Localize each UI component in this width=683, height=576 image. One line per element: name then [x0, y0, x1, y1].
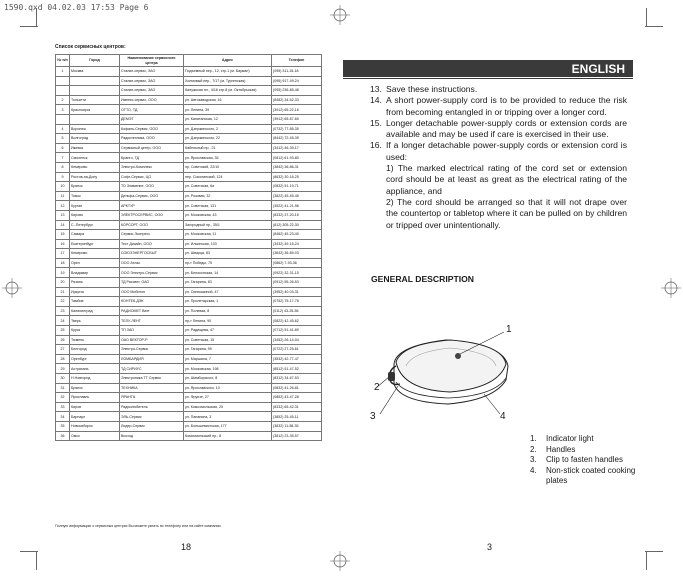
table-cell: ул. Советская, 6а	[184, 182, 272, 192]
table-row	[56, 230, 322, 240]
table-cell: ул. Советская, 131	[184, 201, 272, 211]
table-cell: ЯРАНТА	[120, 393, 184, 403]
table-cell	[56, 114, 70, 124]
table-cell: ул. Ярославского, 10	[184, 383, 272, 393]
instruction-item	[370, 118, 627, 141]
callout-number: 1	[506, 324, 512, 335]
table-row	[56, 124, 322, 134]
callout-number: 2	[374, 382, 380, 393]
instruction-number: 14.	[370, 95, 382, 106]
table-cell: (0832) 51-19-71	[272, 182, 322, 192]
table-cell: 35	[56, 421, 70, 431]
table-cell: (3842) 36-89-03	[272, 249, 322, 259]
table-cell: 15	[56, 230, 70, 240]
table-row	[56, 210, 322, 220]
table-cell: 10	[56, 182, 70, 192]
table-cell: 20	[56, 278, 70, 288]
table-cell: Подъемный пер., 12, стр.1 (м. Бауман)	[184, 67, 272, 77]
table-row	[56, 105, 322, 115]
sandwich-maker-diagram	[366, 296, 526, 426]
table-cell: (3452) 26-14-04	[272, 335, 322, 345]
table-cell: 32	[56, 393, 70, 403]
language-header-bar	[343, 60, 633, 77]
table-cell: Радиолюбитель	[120, 402, 184, 412]
table-cell: Импекс-сервис, ООО	[120, 95, 184, 105]
table-cell: 7	[56, 153, 70, 163]
table-cell: 4	[56, 124, 70, 134]
table-cell: Ижевск	[70, 143, 120, 153]
header-rule	[343, 78, 633, 79]
table-cell: Тольятти	[70, 95, 120, 105]
table-cell: (3952) 40-03-31	[272, 287, 322, 297]
crop-mark	[36, 8, 37, 26]
table-cell: (0712) 51-41-89	[272, 326, 322, 336]
table-cell: ОАО ВЕКТОР-Р	[120, 335, 184, 345]
table-row	[56, 287, 322, 297]
table-cell: Оренбург	[70, 354, 120, 364]
table-cell: Сталин-сервис, ЗАО	[120, 67, 184, 77]
crop-mark	[646, 8, 647, 26]
table-row	[56, 306, 322, 316]
table-cell: (095) 236-85-48	[272, 86, 322, 96]
table-cell: (0862) 7-93-36	[272, 258, 322, 268]
crop-mark	[36, 552, 37, 570]
table-footnote: Полную информацию о сервисных центрах Вы можете узнать по телефону или на сайте компании.	[55, 524, 222, 528]
table-cell: 28	[56, 354, 70, 364]
table-cell: 9	[56, 172, 70, 182]
table-cell: (3822) 45-45-45	[272, 191, 322, 201]
table-cell: (0912) 55-26-53	[272, 278, 322, 288]
table-row	[56, 335, 322, 345]
table-cell: 29	[56, 364, 70, 374]
table-cell: 13	[56, 210, 70, 220]
table-cell: ул. Гагарина, 99	[184, 345, 272, 355]
registration-mark-icon	[661, 278, 681, 298]
registration-mark-icon	[330, 551, 350, 571]
table-cell: пр. Советский, 22/10	[184, 162, 272, 172]
table-cell: Белгород	[70, 345, 120, 355]
table-cell: пер. Соколинский, 124	[184, 172, 272, 182]
table-cell: Лидер-Сервис	[120, 421, 184, 431]
table-cell: (3912) 65-67-65	[272, 114, 322, 124]
table-cell: 6	[56, 143, 70, 153]
table-cell: (3432) 49-15-24	[272, 239, 322, 249]
table-cell: Бранго, ТД	[120, 153, 184, 163]
table-cell: Радиотехника, ООО	[120, 134, 184, 144]
table-cell	[70, 86, 120, 96]
table-cell: 18	[56, 258, 70, 268]
table-cell: Новосибирск	[70, 421, 120, 431]
table-cell: (095) 311-15-18	[272, 67, 322, 77]
table-cell: ул. Ильинская, 103	[184, 239, 272, 249]
table-cell: Кабельный пр., 21	[184, 143, 272, 153]
table-cell: Ярославль	[70, 393, 120, 403]
table-cell: (0752) 75-17-78	[272, 297, 322, 307]
table-cell: Н.Новгород	[70, 374, 120, 384]
table-row	[56, 393, 322, 403]
instruction-sub-item: 1) The marked electrical rating of the cord set or extension cord should be at least as great as the electrical rating of the appliance, and	[386, 163, 627, 196]
instruction-text: Save these instructions.	[386, 84, 478, 94]
table-cell: (8442) 72-45-39	[272, 134, 322, 144]
part-number: 4.	[530, 465, 537, 475]
table-cell: Сервисный центр, ООО	[120, 143, 184, 153]
instruction-item	[370, 95, 627, 118]
table-cell: Барнаул	[70, 412, 120, 422]
table-cell: ул. Комсомольская, 25	[184, 402, 272, 412]
parts-list	[530, 434, 640, 487]
table-cell: Киров	[70, 402, 120, 412]
table-cell: ул. Московская, 43	[184, 210, 272, 220]
table-cell: Восход	[120, 431, 184, 441]
table-cell: 8	[56, 162, 70, 172]
table-cell: 14	[56, 220, 70, 230]
table-cell: Красноярск	[70, 105, 120, 115]
table-cell: Дельфа-Сервис, ООО	[120, 191, 184, 201]
table-cell: 24	[56, 316, 70, 326]
table-cell: ул. Белоконская, 14	[184, 268, 272, 278]
table-cell: Самара	[70, 230, 120, 240]
table-row	[56, 249, 322, 259]
table-cell: ул. Маршала, 7	[184, 354, 272, 364]
table-cell: ЭЛЕКТРОСЕРВИС, ООО	[120, 210, 184, 220]
table-cell: Тверь	[70, 316, 120, 326]
crop-mark	[20, 26, 38, 27]
table-row	[56, 297, 322, 307]
table-cell: Кирово	[70, 210, 120, 220]
table-cell: ЭЛЬ-Сервис	[120, 412, 184, 422]
table-cell: ул. Радищева, 47	[184, 326, 272, 336]
table-cell: (8512) 51-47-52	[272, 364, 322, 374]
table-cell: Сервис-Экспресс	[120, 230, 184, 240]
table-cell: Орел	[70, 258, 120, 268]
service-list-title: Список сервисных центров:	[55, 44, 126, 50]
table-cell: Электро-Комплекс	[120, 162, 184, 172]
table-row	[56, 364, 322, 374]
table-cell: 36	[56, 431, 70, 441]
table-cell: пр-т Ленина, 90	[184, 316, 272, 326]
table-cell: КОРСОРТ, ООО	[120, 220, 184, 230]
table-cell: ООО Атлас	[120, 258, 184, 268]
table-cell: ул. Пролетарская, 1	[184, 297, 272, 307]
table-cell: 26	[56, 335, 70, 345]
table-cell: Сталин-сервис, ЗАО	[120, 86, 184, 96]
table-cell: ТП ЗАО	[120, 326, 184, 336]
table-cell: КОНТЕК-ДЭК	[120, 297, 184, 307]
table-row	[56, 67, 322, 77]
column-header: Адрес	[184, 55, 272, 67]
table-cell: ул. Гагарина, 83	[184, 278, 272, 288]
table-cell: Тюмень	[70, 335, 120, 345]
table-cell: Смоленск	[70, 153, 120, 163]
instruction-text: If a longer detachable power-supply cords or extension cord is used:	[386, 140, 627, 162]
table-cell: Кемерово	[70, 162, 120, 172]
table-row	[56, 258, 322, 268]
table-cell: ул. Шимборского, 8	[184, 374, 272, 384]
instruction-item	[370, 140, 627, 163]
table-cell: Москва	[70, 67, 120, 77]
table-cell: Холмовый пер., 7/17 (м. Тургенская)	[184, 76, 272, 86]
table-cell: (0922) 32-31-15	[272, 268, 322, 278]
table-cell: ул. Автозаводская, 16	[184, 95, 272, 105]
instruction-sub-item: 2) The cord should be arranged so that it will not drape over the countertop or tabletop where it can be pulled on by children or tripped over unintentionally.	[386, 196, 627, 230]
table-cell: 27	[56, 345, 70, 355]
table-cell: 25	[56, 326, 70, 336]
crop-mark	[645, 26, 663, 27]
table-cell: (0722) 27-25-61	[272, 345, 322, 355]
table-cell: Загородный пр., 35/1	[184, 220, 272, 230]
table-cell: (8482) 34-52-33	[272, 95, 322, 105]
table-cell: ул. Большевистская, 177	[184, 421, 272, 431]
table-cell: ТО Знамение, ООО	[120, 182, 184, 192]
instruction-number: 16.	[370, 140, 382, 151]
table-cell: Электроника ТТ Сервис	[120, 374, 184, 384]
table-cell: ул. Папанина, 3	[184, 412, 272, 422]
table-cell: Владимир	[70, 268, 120, 278]
table-cell: 19	[56, 268, 70, 278]
list-item	[530, 445, 640, 456]
table-row	[56, 431, 322, 441]
crop-mark	[645, 551, 663, 552]
table-cell: (8332) 65-42-31	[272, 402, 322, 412]
table-cell	[56, 76, 70, 86]
table-cell: 17	[56, 249, 70, 259]
table-cell: Тамбов	[70, 297, 120, 307]
table-cell: (0812) 61-93-80	[272, 153, 322, 163]
table-row	[56, 383, 322, 393]
table-cell: ул. Ленина, 39	[184, 105, 272, 115]
table-cell: 11	[56, 191, 70, 201]
table-header-row	[56, 55, 322, 67]
table-cell: (0822) 42-45-62	[272, 316, 322, 326]
instruction-number: 15.	[370, 117, 382, 128]
table-cell: (812) 305-22-30	[272, 220, 322, 230]
table-cell: 30	[56, 374, 70, 384]
table-cell: Волгоград	[70, 134, 120, 144]
table-row	[56, 114, 322, 124]
column-header: Наименование сервисного центра	[120, 55, 184, 67]
list-item	[530, 434, 640, 445]
table-cell: ул. Розовая, 32	[184, 191, 272, 201]
table-cell: 16	[56, 239, 70, 249]
table-cell: (0112) 43-25-56	[272, 306, 322, 316]
table-row	[56, 95, 322, 105]
table-cell: С.-Петербург	[70, 220, 120, 230]
table-row	[56, 182, 322, 192]
column-header: Город	[70, 55, 120, 67]
table-cell: 1	[56, 67, 70, 77]
table-cell: (3812) 23-35-57	[272, 431, 322, 441]
table-cell: Екатеринбург	[70, 239, 120, 249]
table-cell: ул. Дзержинского, 2	[184, 124, 272, 134]
table-cell: 12	[56, 201, 70, 211]
table-cell: 5	[56, 134, 70, 144]
table-cell: (3842) 36-86-31	[272, 162, 322, 172]
table-cell: Курск	[70, 326, 120, 336]
table-row	[56, 278, 322, 288]
table-row	[56, 172, 322, 182]
table-cell: ул. Капитанская, 12	[184, 114, 272, 124]
table-cell	[70, 76, 120, 86]
instructions-list	[370, 84, 627, 231]
column-header: Телефон	[272, 55, 322, 67]
instruction-text: A short power-supply cord is to be provided to reduce the risk from becoming entangled in or tripping over a longer cord.	[386, 95, 627, 117]
table-row	[56, 153, 322, 163]
instruction-text: Longer detachable power-supply cords or extension cords are available and may be used if care is exercised in their use.	[386, 117, 627, 140]
table-cell: Томск	[70, 191, 120, 201]
table-cell: (3532) 42-77-47	[272, 354, 322, 364]
table-cell: ул. Фрунзе, 27	[184, 393, 272, 403]
list-item	[530, 455, 640, 466]
table-cell: Кофаль-Сервис, ООО	[120, 124, 184, 134]
table-cell: 23	[56, 306, 70, 316]
table-row	[56, 374, 322, 384]
table-cell: ТД СИРИУС	[120, 364, 184, 374]
table-cell: Рязань	[70, 278, 120, 288]
table-row	[56, 239, 322, 249]
table-cell: 34	[56, 412, 70, 422]
table-row	[56, 134, 322, 144]
table-cell: Курган	[70, 201, 120, 211]
table-row	[56, 191, 322, 201]
table-cell: Калужская пл., 4/16 стр.8 (м. Октябрьская)	[184, 86, 272, 96]
callout-number: 3	[370, 411, 376, 422]
left-page	[55, 40, 321, 540]
table-cell: Софт-Сервис, ЦО	[120, 172, 184, 182]
table-cell: ООО Мобитон	[120, 287, 184, 297]
table-row	[56, 268, 322, 278]
table-cell: (8312) 34-67-53	[272, 374, 322, 384]
table-row	[56, 412, 322, 422]
table-row	[56, 326, 322, 336]
general-description-title: GENERAL DESCRIPTION	[371, 274, 474, 284]
part-number: 2.	[530, 444, 537, 454]
table-cell: (095) 917-49-24	[272, 76, 322, 86]
table-row	[56, 86, 322, 96]
table-cell: (8462) 45-23-40	[272, 230, 322, 240]
table-row	[56, 220, 322, 230]
table-row	[56, 345, 322, 355]
callout-number: 4	[500, 411, 506, 422]
table-cell: Воронеж	[70, 124, 120, 134]
table-cell: Тест Дизайн, ООО	[120, 239, 184, 249]
table-cell: ЛОМБАРДИЯ	[120, 354, 184, 364]
table-cell: Ростов-на-Дону	[70, 172, 120, 182]
table-cell: (0832) 41-26-81	[272, 383, 322, 393]
print-header: 1590.qxd 04.02.03 17:53 Page 6	[4, 3, 149, 12]
table-cell: ул. Дзержинского, 22	[184, 134, 272, 144]
table-cell: Омск	[70, 431, 120, 441]
table-cell: Брянск	[70, 182, 120, 192]
table-cell: ТД Рассвет, ОАО	[120, 278, 184, 288]
instruction-number: 13.	[370, 84, 382, 94]
table-cell: (3832) 11-58-35	[272, 421, 322, 431]
table-cell: АРКТУР	[120, 201, 184, 211]
table-cell: (8632) 30-16-25	[272, 172, 322, 182]
table-cell: ООО Электро-Сервис	[120, 268, 184, 278]
list-item	[530, 466, 640, 487]
table-cell: 31	[56, 383, 70, 393]
table-row	[56, 143, 322, 153]
table-cell	[56, 86, 70, 96]
table-cell: РАДИОМЕТ Ватт	[120, 306, 184, 316]
service-centers-table	[55, 54, 322, 441]
part-number: 1.	[530, 434, 537, 443]
sandwich-maker-illustration-icon	[366, 296, 526, 426]
language-label: ENGLISH	[571, 62, 625, 76]
table-cell: ул. Полевая, 8	[184, 306, 272, 316]
instruction-item	[370, 84, 627, 95]
part-label: Handles	[546, 444, 576, 454]
table-cell: Астрахань	[70, 364, 120, 374]
part-number: 3.	[530, 455, 537, 464]
table-cell: (3522) 41-21-96	[272, 201, 322, 211]
table-cell: (8332) 37-20-15	[272, 210, 322, 220]
table-cell: (0852) 43-47-28	[272, 393, 322, 403]
table-cell: 2	[56, 95, 70, 105]
registration-mark-icon	[330, 5, 350, 25]
table-cell: ул. Синюшкиной, 47	[184, 287, 272, 297]
table-cell: 3	[56, 105, 70, 115]
table-cell: ТЕХНИКА	[120, 383, 184, 393]
table-cell: Иркутск	[70, 287, 120, 297]
table-cell: (3852) 25-45-11	[272, 412, 322, 422]
crop-mark	[646, 552, 647, 570]
registration-mark-icon	[2, 278, 22, 298]
table-cell: 21	[56, 287, 70, 297]
table-row	[56, 316, 322, 326]
table-cell: (0732) 77-85-35	[272, 124, 322, 134]
table-row	[56, 162, 322, 172]
table-cell: пр-т Победы, 75	[184, 258, 272, 268]
part-label: Indicator light	[546, 434, 594, 443]
table-cell: ДЕМЭТ	[120, 114, 184, 124]
table-cell: СОЮЗЭНЕРГОСБЫТ	[120, 249, 184, 259]
part-label: Clip to fasten handles	[546, 455, 623, 464]
page-number-right: 3	[487, 542, 493, 552]
table-row	[56, 402, 322, 412]
column-header: № п/п	[56, 55, 70, 67]
table-cell: Калининград	[70, 306, 120, 316]
table-cell: ТЕЛУ-ЛЕНТ	[120, 316, 184, 326]
table-cell: ул. Московская, 11	[184, 230, 272, 240]
table-cell: (3412) 46-39-17	[272, 143, 322, 153]
table-cell: Электро-Сервис	[120, 345, 184, 355]
right-page	[343, 40, 636, 540]
table-row	[56, 421, 322, 431]
table-row	[56, 76, 322, 86]
table-cell: Сталин-сервис, ЗАО	[120, 76, 184, 86]
table-cell: ул. Шварца, 83	[184, 249, 272, 259]
table-cell: Брянск	[70, 383, 120, 393]
table-cell: ул. Московская, 198	[184, 364, 272, 374]
table-cell: ул. Ярославская, 35	[184, 153, 272, 163]
part-label: Non-stick coated cooking plates	[546, 465, 636, 485]
table-cell: ОТТО, ТД	[120, 105, 184, 115]
table-row	[56, 354, 322, 364]
table-cell: 33	[56, 402, 70, 412]
table-row	[56, 201, 322, 211]
table-cell: Комсомольский пр., 8	[184, 431, 272, 441]
page-number-left: 18	[181, 542, 192, 552]
table-cell: 22	[56, 297, 70, 307]
table-cell: ул. Советская, 15	[184, 335, 272, 345]
table-cell	[70, 114, 120, 124]
table-cell: (3912) 65-22-16	[272, 105, 322, 115]
table-cell: Кемерово	[70, 249, 120, 259]
